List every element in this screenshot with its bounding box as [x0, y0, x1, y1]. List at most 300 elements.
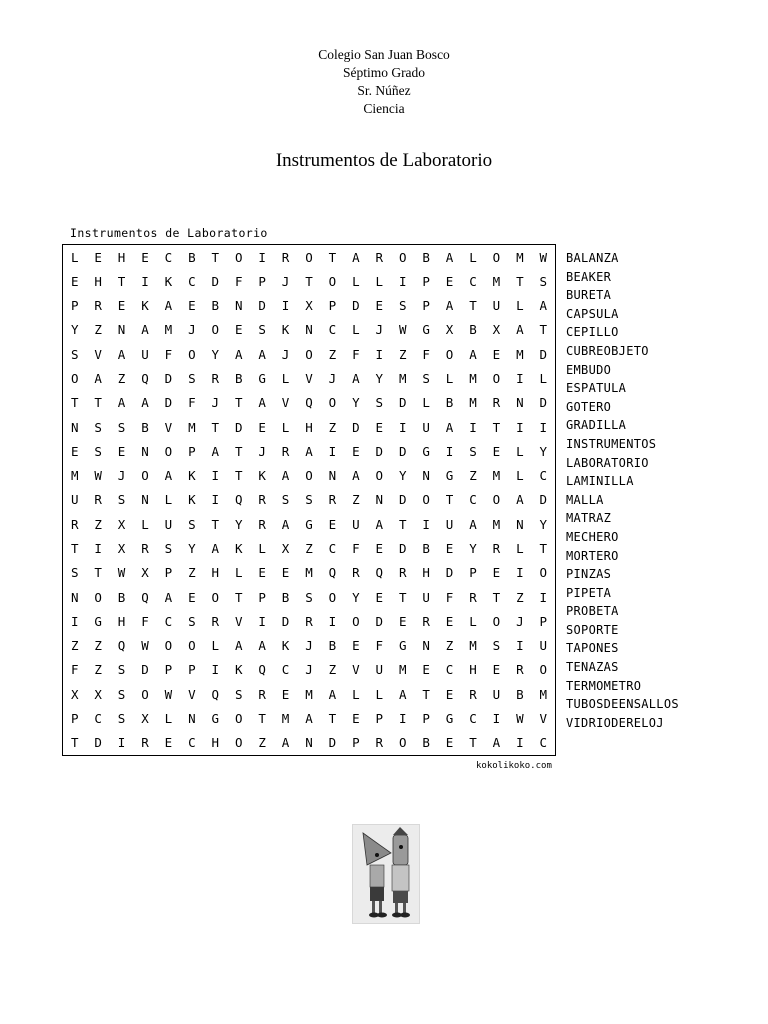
- grid-letter: Y: [469, 541, 477, 557]
- grid-letter: P: [469, 565, 477, 581]
- grid-letter: M: [398, 662, 407, 678]
- grid-letter: N: [70, 419, 79, 435]
- grid-letter: E: [492, 565, 501, 581]
- grid-letter: Z: [516, 589, 524, 605]
- grid-letter: P: [258, 273, 266, 289]
- grid-letter: R: [492, 395, 501, 411]
- grid-letter: T: [398, 516, 407, 532]
- grid-letter: J: [516, 613, 524, 629]
- grid-letter: K: [258, 468, 266, 484]
- grid-letter: O: [492, 492, 501, 508]
- grid-letter: I: [281, 298, 290, 314]
- school-header: [0, 46, 768, 118]
- grid-letter: L: [164, 711, 173, 727]
- grid-letter: U: [492, 686, 501, 702]
- grid-letter: O: [211, 589, 220, 605]
- grid-letter: Z: [445, 638, 454, 654]
- grid-letter: A: [352, 468, 360, 484]
- grid-letter: Z: [352, 492, 360, 508]
- grid-letter: S: [539, 273, 548, 289]
- grid-letter: T: [234, 468, 243, 484]
- grid-letter: V: [188, 686, 196, 702]
- grid-letter: E: [188, 589, 196, 605]
- grid-letter: Z: [258, 735, 266, 751]
- grid-letter: Z: [398, 346, 407, 362]
- grid-letter: A: [492, 735, 501, 751]
- grid-letter: O: [492, 613, 501, 629]
- grid-letter: Y: [375, 371, 384, 387]
- grid-letter: E: [352, 443, 360, 459]
- grid-letter: N: [516, 516, 524, 532]
- grid-letter: M: [492, 273, 501, 289]
- grid-letter: Z: [94, 638, 102, 654]
- grid-letter: C: [164, 613, 173, 629]
- grid-letter: I: [398, 419, 407, 435]
- grid-letter: O: [141, 686, 149, 702]
- grid-letter: O: [352, 613, 360, 629]
- word-list-item: MORTERO: [566, 548, 619, 563]
- grid-letter: P: [70, 711, 79, 727]
- grid-letter: Y: [234, 516, 243, 532]
- grid-letter: F: [70, 662, 79, 678]
- grid-letter: G: [445, 711, 454, 727]
- grid-letter: E: [445, 541, 454, 557]
- grid-letter: O: [445, 346, 454, 362]
- grid-letter: I: [328, 613, 337, 629]
- grid-letter: L: [375, 273, 384, 289]
- grid-letter: G: [211, 711, 220, 727]
- word-list-item: SOPORTE: [566, 622, 619, 637]
- grid-letter: X: [117, 516, 126, 532]
- grid-letter: U: [352, 516, 360, 532]
- subject-label: Ciencia: [363, 101, 405, 116]
- word-list-item: LAMINILLA: [566, 474, 634, 489]
- grid-letter: N: [188, 711, 196, 727]
- grid-letter: A: [211, 443, 220, 459]
- word-list-item: GOTERO: [566, 399, 612, 414]
- grid-letter: T: [94, 565, 102, 581]
- grid-letter: R: [281, 249, 290, 265]
- grid-letter: S: [117, 492, 126, 508]
- word-list-item: GRADILLA: [566, 418, 627, 433]
- grid-letter: E: [117, 298, 126, 314]
- grid-letter: D: [328, 735, 337, 751]
- grid-letter: R: [281, 443, 290, 459]
- grid-letter: S: [70, 346, 79, 362]
- grid-letter: E: [445, 686, 454, 702]
- grid-letter: Q: [375, 565, 384, 581]
- grid-letter: I: [516, 735, 524, 751]
- grid-letter: E: [94, 249, 102, 265]
- grid-letter: I: [539, 419, 548, 435]
- grid-letter: O: [492, 371, 501, 387]
- grid-letter: N: [70, 589, 79, 605]
- puzzle-title: Instrumentos de Laboratorio: [70, 226, 268, 240]
- grid-letter: G: [422, 443, 430, 459]
- grid-letter: D: [164, 371, 173, 387]
- grid-letter: B: [516, 686, 524, 702]
- grid-letter: P: [352, 735, 360, 751]
- grid-letter: Y: [539, 516, 548, 532]
- word-list-item: BALANZA: [566, 251, 619, 265]
- grid-letter: L: [516, 443, 524, 459]
- word-list-item: PROBETA: [566, 604, 619, 619]
- grid-letter: E: [375, 298, 384, 314]
- grid-letter: E: [398, 613, 407, 629]
- grid-letter: B: [141, 419, 149, 435]
- grid-letter: L: [516, 468, 524, 484]
- grid-letter: O: [234, 735, 243, 751]
- grid-letter: M: [188, 419, 196, 435]
- grid-letter: F: [141, 613, 149, 629]
- grid-letter: Z: [94, 322, 102, 338]
- grid-letter: A: [258, 346, 266, 362]
- grid-letter: K: [281, 638, 290, 654]
- word-list-item: TUBOSDEENSALLOS: [566, 697, 679, 712]
- grid-letter: N: [328, 468, 337, 484]
- grid-letter: E: [188, 298, 196, 314]
- grid-letter: E: [234, 322, 243, 338]
- grid-letter: O: [492, 249, 501, 265]
- grid-letter: D: [375, 443, 384, 459]
- grid-letter: A: [352, 371, 360, 387]
- grid-letter: U: [422, 419, 430, 435]
- grid-letter: U: [445, 516, 454, 532]
- grid-letter: E: [445, 273, 454, 289]
- grid-letter: Z: [94, 662, 102, 678]
- grid-letter: T: [70, 541, 79, 557]
- grid-letter: M: [492, 516, 501, 532]
- grid-letter: I: [211, 662, 220, 678]
- grid-letter: B: [422, 249, 430, 265]
- grid-letter: S: [305, 589, 313, 605]
- grid-letter: A: [445, 298, 454, 314]
- grid-letter: R: [211, 371, 220, 387]
- grid-letter: L: [352, 322, 360, 338]
- grid-letter: C: [469, 711, 477, 727]
- grid-letter: S: [234, 686, 243, 702]
- grid-letter: Y: [398, 468, 407, 484]
- grid-letter: R: [469, 589, 477, 605]
- grid-letter: E: [492, 346, 501, 362]
- grid-letter: E: [281, 565, 290, 581]
- grid-letter: I: [398, 711, 407, 727]
- grid-letter: S: [117, 662, 126, 678]
- grid-letter: M: [305, 565, 313, 581]
- grid-letter: S: [188, 516, 196, 532]
- grid-letter: P: [375, 711, 384, 727]
- grid-letter: T: [70, 735, 79, 751]
- grid-letter: T: [211, 249, 220, 265]
- grid-letter: S: [398, 298, 407, 314]
- grid-letter: B: [211, 298, 220, 314]
- grid-letter: E: [422, 662, 430, 678]
- word-list-item: ESPATULA: [566, 381, 627, 396]
- grid-letter: R: [258, 516, 266, 532]
- grid-letter: F: [164, 346, 173, 362]
- grid-letter: J: [117, 468, 126, 484]
- grid-letter: W: [164, 686, 173, 702]
- grid-letter: D: [352, 298, 360, 314]
- grid-letter: R: [258, 492, 266, 508]
- grid-letter: I: [469, 419, 477, 435]
- grid-letter: T: [305, 273, 313, 289]
- grid-letter: O: [188, 638, 196, 654]
- grid-letter: M: [469, 638, 477, 654]
- grid-letter: Y: [211, 346, 220, 362]
- grid-letter: I: [375, 346, 384, 362]
- grid-letter: I: [328, 443, 337, 459]
- grid-letter: J: [305, 662, 313, 678]
- grid-letter: X: [94, 686, 102, 702]
- grid-letter: N: [516, 395, 524, 411]
- grid-letter: S: [492, 638, 501, 654]
- grid-letter: S: [94, 443, 102, 459]
- grid-letter: A: [164, 468, 173, 484]
- grid-letter: D: [164, 395, 173, 411]
- grid-letter: P: [422, 273, 430, 289]
- grid-letter: Z: [94, 516, 102, 532]
- grid-letter: F: [352, 346, 360, 362]
- grid-letter: O: [141, 468, 149, 484]
- grid-letter: R: [492, 541, 501, 557]
- grid-letter: X: [281, 541, 290, 557]
- grid-letter: E: [375, 541, 384, 557]
- grid-letter: A: [117, 395, 126, 411]
- grid-letter: H: [305, 419, 313, 435]
- grid-letter: F: [188, 395, 196, 411]
- grid-letter: K: [234, 662, 243, 678]
- grid-letter: V: [352, 662, 360, 678]
- grid-letter: X: [117, 541, 126, 557]
- grid-letter: Q: [141, 589, 149, 605]
- grid-letter: P: [70, 298, 79, 314]
- grid-letter: A: [141, 322, 149, 338]
- grid-letter: H: [211, 735, 220, 751]
- grid-letter: S: [117, 686, 126, 702]
- grid-letter: V: [539, 711, 548, 727]
- grid-letter: T: [211, 516, 220, 532]
- grid-letter: F: [352, 541, 360, 557]
- source-credit: kokolikoko.com: [476, 761, 552, 771]
- grid-letter: N: [141, 492, 149, 508]
- grid-letter: O: [328, 395, 337, 411]
- grid-letter: E: [281, 686, 290, 702]
- grid-letter: O: [234, 711, 243, 727]
- grid-letter: M: [305, 686, 313, 702]
- grid-letter: E: [164, 735, 173, 751]
- grid-letter: L: [539, 371, 548, 387]
- grid-letter: T: [117, 273, 126, 289]
- grid-letter: W: [141, 638, 149, 654]
- grid-letter: F: [422, 346, 430, 362]
- grid-letter: O: [305, 249, 313, 265]
- grid-letter: B: [328, 638, 337, 654]
- grid-letter: A: [234, 346, 243, 362]
- grid-letter: A: [398, 686, 407, 702]
- grid-letter: E: [445, 613, 454, 629]
- grid-letter: B: [422, 541, 430, 557]
- grid-letter: H: [94, 273, 102, 289]
- grid-letter: D: [398, 492, 407, 508]
- grid-letter: C: [328, 541, 337, 557]
- grid-letter: O: [539, 565, 548, 581]
- grid-letter: Z: [328, 662, 337, 678]
- grid-letter: T: [94, 395, 102, 411]
- grid-letter: S: [117, 419, 126, 435]
- grid-letter: H: [469, 662, 477, 678]
- grid-letter: I: [211, 468, 220, 484]
- grid-letter: A: [94, 371, 102, 387]
- school-name: Colegio San Juan Bosco: [318, 47, 450, 62]
- grid-letter: N: [234, 298, 243, 314]
- grid-letter: A: [328, 686, 337, 702]
- grid-letter: S: [188, 613, 196, 629]
- grid-letter: M: [469, 371, 477, 387]
- grid-letter: B: [117, 589, 126, 605]
- grid-letter: R: [328, 492, 337, 508]
- grid-letter: G: [398, 638, 407, 654]
- grid-letter: C: [188, 735, 196, 751]
- grid-letter: L: [516, 298, 524, 314]
- grid-letter: T: [469, 735, 477, 751]
- grid-letter: A: [281, 468, 290, 484]
- grid-letter: S: [117, 711, 126, 727]
- grid-letter: I: [70, 613, 79, 629]
- grid-letter: R: [422, 613, 430, 629]
- grid-letter: I: [445, 443, 454, 459]
- grid-letter: H: [211, 565, 220, 581]
- word-list: [566, 249, 679, 732]
- grid-letter: T: [492, 419, 501, 435]
- grid-letter: A: [258, 638, 266, 654]
- grid-letter: E: [70, 273, 79, 289]
- grid-letter: E: [375, 419, 384, 435]
- grid-letter: S: [258, 322, 266, 338]
- grid-letter: A: [516, 322, 524, 338]
- grid-letter: B: [281, 589, 290, 605]
- grid-letter: I: [516, 565, 524, 581]
- grid-letter: O: [328, 273, 337, 289]
- grid-letter: O: [398, 249, 407, 265]
- grid-letter: T: [445, 492, 454, 508]
- grid-letter: Y: [352, 395, 360, 411]
- grid-letter: C: [539, 735, 548, 751]
- grid-letter: P: [188, 662, 196, 678]
- grid-letter: T: [398, 589, 407, 605]
- grid-letter: D: [211, 273, 220, 289]
- grid-letter: T: [422, 686, 430, 702]
- grid-letter: J: [305, 638, 313, 654]
- grid-letter: L: [352, 686, 360, 702]
- grid-letter: R: [70, 516, 79, 532]
- grid-letter: A: [305, 443, 313, 459]
- word-list-item: CEPILLO: [566, 325, 619, 340]
- word-list-item: TENAZAS: [566, 660, 619, 675]
- grid-letter: L: [211, 638, 220, 654]
- grid-letter: S: [305, 492, 313, 508]
- grid-letter: O: [164, 443, 173, 459]
- grid-letter: G: [445, 468, 454, 484]
- grid-letter: X: [141, 565, 149, 581]
- grid-letter: Y: [188, 541, 196, 557]
- grid-letter: M: [492, 468, 501, 484]
- grid-letter: W: [398, 322, 407, 338]
- grid-letter: R: [469, 686, 477, 702]
- grid-letter: I: [516, 419, 524, 435]
- grid-letter: U: [141, 346, 149, 362]
- word-list-item: MATRAZ: [566, 511, 612, 526]
- grid-letter: A: [281, 516, 290, 532]
- grid-letter: B: [188, 249, 196, 265]
- grid-letter: L: [281, 371, 290, 387]
- grid-letter: R: [398, 565, 407, 581]
- grid-letter: C: [469, 273, 477, 289]
- grid-letter: D: [352, 419, 360, 435]
- grid-letter: E: [492, 662, 501, 678]
- grid-letter: R: [375, 249, 384, 265]
- grid-letter: K: [188, 468, 196, 484]
- grid-letter: O: [94, 589, 102, 605]
- grid-letter: L: [141, 516, 149, 532]
- grid-letter: L: [234, 565, 243, 581]
- grid-letter: T: [539, 541, 548, 557]
- grid-letter: I: [492, 711, 501, 727]
- grid-letter: S: [164, 541, 173, 557]
- grid-letter: D: [281, 613, 290, 629]
- grid-letter: O: [375, 468, 384, 484]
- word-list-item: PINZAS: [566, 567, 612, 582]
- grid-letter: F: [234, 273, 243, 289]
- grid-letter: S: [70, 565, 79, 581]
- grid-letter: L: [70, 249, 79, 265]
- grid-letter: A: [539, 298, 548, 314]
- grid-letter: A: [305, 711, 313, 727]
- grid-letter: F: [375, 638, 384, 654]
- grid-letter: S: [94, 419, 102, 435]
- grid-letter: R: [141, 541, 149, 557]
- grid-letter: A: [375, 516, 384, 532]
- grid-letter: Y: [352, 589, 360, 605]
- grid-letter: D: [398, 443, 407, 459]
- grid-letter: P: [164, 565, 173, 581]
- grid-letter: C: [94, 711, 102, 727]
- grid-letter: T: [234, 443, 243, 459]
- grid-letter: I: [211, 492, 220, 508]
- word-list-item: PIPETA: [566, 585, 612, 600]
- grid-letter: M: [516, 346, 524, 362]
- grid-letter: O: [234, 249, 243, 265]
- grid-letter: Z: [70, 638, 79, 654]
- grid-letter: C: [188, 273, 196, 289]
- cartoon-illustration: [352, 824, 420, 924]
- grid-letter: W: [539, 249, 548, 265]
- grid-letter: C: [328, 322, 337, 338]
- grid-letter: L: [469, 613, 477, 629]
- grid-letter: I: [422, 516, 430, 532]
- grid-letter: K: [164, 273, 173, 289]
- grid-letter: R: [516, 662, 524, 678]
- grid-letter: I: [516, 638, 524, 654]
- grid-letter: I: [94, 541, 102, 557]
- grid-letter: R: [352, 565, 360, 581]
- grid-letter: M: [469, 395, 477, 411]
- grid-letter: A: [469, 346, 477, 362]
- grid-letter: A: [164, 298, 173, 314]
- grid-letter: L: [281, 419, 290, 435]
- grid-letter: E: [258, 565, 266, 581]
- grid-letter: A: [234, 638, 243, 654]
